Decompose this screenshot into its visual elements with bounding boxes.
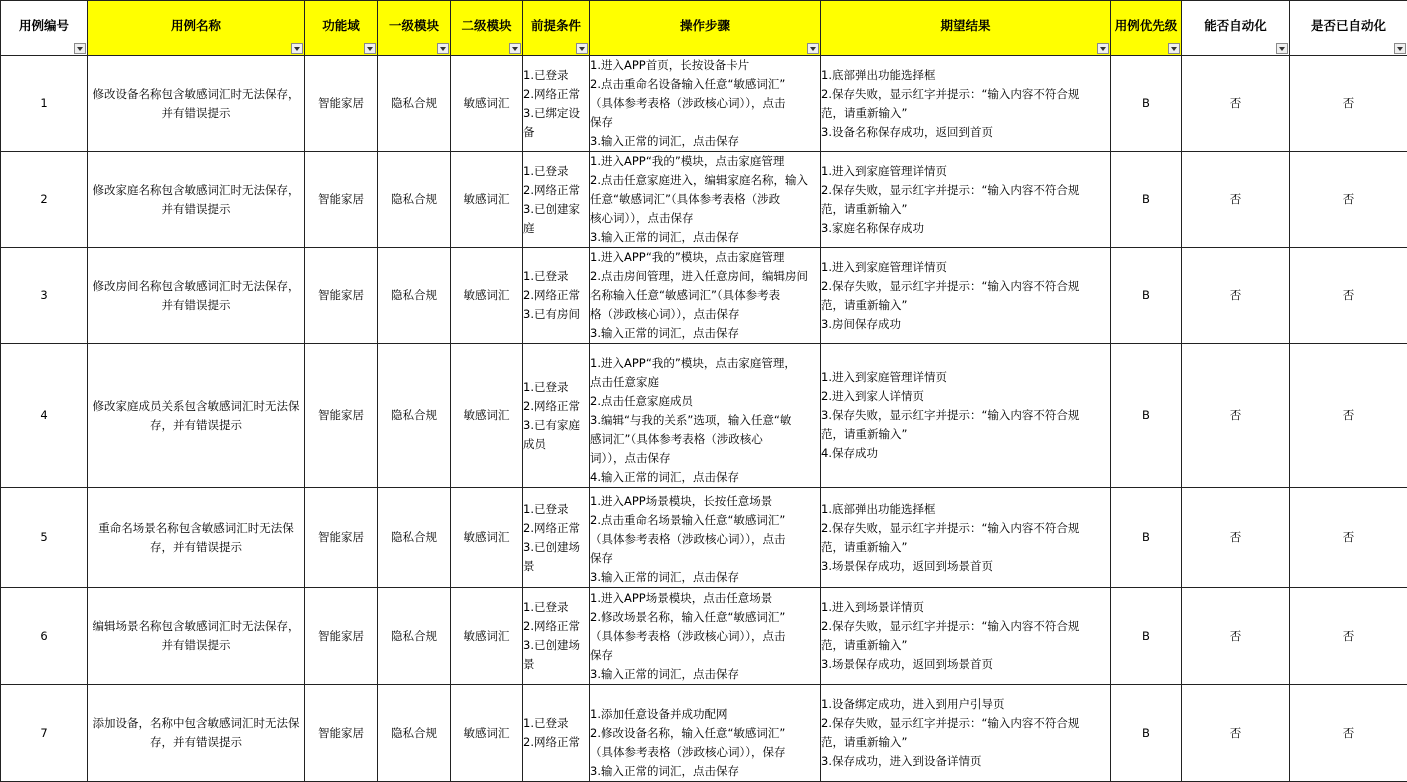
precondition-line: 2.网络正常 <box>523 181 589 200</box>
cell-steps[interactable] <box>590 152 821 248</box>
expected-line: 1.设备绑定成功，进入到用户引导页 <box>821 695 1110 714</box>
step-line: 1.进入APP“我的”模块，点击家庭管理， <box>590 354 820 373</box>
expected-lines <box>821 488 1110 587</box>
step-line: 2.点击房间管理，进入任意房间，编辑房间 <box>590 267 820 286</box>
precondition-lines <box>523 56 589 151</box>
filter-dropdown-icon[interactable] <box>437 43 449 54</box>
step-line: 词）），点击保存 <box>590 449 820 468</box>
expected-line: 3.设备名称保存成功，返回到首页 <box>821 123 1110 142</box>
table-row <box>1 685 1407 782</box>
precondition-line: 备 <box>523 123 589 142</box>
cell-module2[interactable]: 敏感词汇 <box>451 248 523 344</box>
cell-module2[interactable]: 敏感词汇 <box>451 488 523 588</box>
header-label: 期望结果 <box>821 18 1110 34</box>
cell-steps[interactable] <box>590 588 821 685</box>
expected-line: 2.保存失败，显示红字并提示：“输入内容不符合规 <box>821 714 1110 733</box>
cell-precondition[interactable] <box>523 488 590 588</box>
cell-precondition[interactable] <box>523 56 590 152</box>
cell-automatable[interactable]: 否 <box>1182 344 1290 488</box>
precondition-line: 3.已绑定设 <box>523 104 589 123</box>
step-line: 3.输入正常的词汇，点击保存 <box>590 324 820 343</box>
header-module2[interactable] <box>451 1 523 56</box>
cell-expected[interactable] <box>821 588 1111 685</box>
cell-automated[interactable]: 否 <box>1290 248 1407 344</box>
precondition-line: 1.已登录 <box>523 500 589 519</box>
cell-case-id[interactable]: 5 <box>1 488 88 588</box>
step-lines <box>590 248 820 343</box>
cell-expected[interactable] <box>821 152 1111 248</box>
cell-priority[interactable]: B <box>1111 248 1182 344</box>
precondition-lines <box>523 248 589 343</box>
precondition-line: 3.已有房间 <box>523 305 589 324</box>
cell-case-name[interactable]: 添加设备，名称中包含敏感词汇时无法保存，并有错误提示 <box>88 685 305 782</box>
step-line: 保存 <box>590 549 820 568</box>
cell-priority[interactable]: B <box>1111 152 1182 248</box>
expected-line: 3.保存成功，进入到设备详情页 <box>821 752 1110 771</box>
expected-lines <box>821 588 1110 684</box>
cell-automatable[interactable]: 否 <box>1182 588 1290 685</box>
step-line: 1.进入APP“我的”模块，点击家庭管理 <box>590 248 820 267</box>
cell-expected[interactable] <box>821 56 1111 152</box>
expected-line: 2.保存失败，显示红字并提示：“输入内容不符合规 <box>821 85 1110 104</box>
cell-priority[interactable]: B <box>1111 588 1182 685</box>
expected-line: 范，请重新输入” <box>821 200 1110 219</box>
expected-line: 1.底部弹出功能选择框 <box>821 500 1110 519</box>
filter-dropdown-icon[interactable] <box>1168 43 1180 54</box>
precondition-lines <box>523 685 589 781</box>
header-row <box>1 1 1407 56</box>
expected-line: 1.进入到家庭管理详情页 <box>821 258 1110 277</box>
step-line: 2.修改场景名称，输入任意“敏感词汇” <box>590 608 820 627</box>
step-line: （具体参考表格（涉政核心词）），点击 <box>590 530 820 549</box>
cell-priority[interactable]: B <box>1111 488 1182 588</box>
precondition-lines <box>523 488 589 587</box>
table-row <box>1 56 1407 152</box>
cell-module1[interactable]: 隐私合规 <box>378 488 451 588</box>
precondition-line: 2.网络正常 <box>523 733 589 752</box>
cell-case-id[interactable]: 4 <box>1 344 88 488</box>
cell-case-name[interactable]: 修改家庭名称包含敏感词汇时无法保存，并有错误提示 <box>88 152 305 248</box>
expected-lines <box>821 56 1110 151</box>
step-lines <box>590 488 820 587</box>
cell-priority[interactable]: B <box>1111 56 1182 152</box>
cell-case-name[interactable]: 重命名场景名称包含敏感词汇时无法保存，并有错误提示 <box>88 488 305 588</box>
step-lines <box>590 152 820 247</box>
cell-precondition[interactable] <box>523 588 590 685</box>
cell-module1[interactable]: 隐私合规 <box>378 685 451 782</box>
header-case-id[interactable] <box>1 1 88 56</box>
expected-lines <box>821 152 1110 247</box>
header-label: 用例编号 <box>1 18 87 34</box>
cell-module1[interactable]: 隐私合规 <box>378 152 451 248</box>
step-line: 1.进入APP场景模块，长按任意场景 <box>590 492 820 511</box>
cell-case-id[interactable]: 3 <box>1 248 88 344</box>
cell-module2[interactable]: 敏感词汇 <box>451 152 523 248</box>
header-label: 操作步骤 <box>590 18 820 34</box>
table-row <box>1 152 1407 248</box>
step-line: 2.点击任意家庭成员 <box>590 392 820 411</box>
step-line: 3.输入正常的词汇，点击保存 <box>590 762 820 781</box>
header-automatable[interactable] <box>1182 1 1290 56</box>
precondition-line: 3.已创建场 <box>523 538 589 557</box>
header-precondition[interactable] <box>523 1 590 56</box>
cell-domain[interactable]: 智能家居 <box>305 152 378 248</box>
precondition-line: 1.已登录 <box>523 162 589 181</box>
cell-case-id[interactable]: 7 <box>1 685 88 782</box>
expected-line: 1.底部弹出功能选择框 <box>821 66 1110 85</box>
precondition-line: 2.网络正常 <box>523 519 589 538</box>
expected-lines <box>821 344 1110 487</box>
header-automated[interactable] <box>1290 1 1407 56</box>
cell-steps[interactable] <box>590 248 821 344</box>
expected-line: 范，请重新输入” <box>821 733 1110 752</box>
header-label: 二级模块 <box>451 18 522 34</box>
header-label: 能否自动化 <box>1182 18 1289 34</box>
cell-automated[interactable]: 否 <box>1290 488 1407 588</box>
cell-domain[interactable]: 智能家居 <box>305 344 378 488</box>
cell-automated[interactable]: 否 <box>1290 588 1407 685</box>
precondition-line: 1.已登录 <box>523 378 589 397</box>
filter-dropdown-icon[interactable] <box>1097 43 1109 54</box>
precondition-line: 1.已登录 <box>523 66 589 85</box>
cell-case-name[interactable]: 编辑场景名称包含敏感词汇时无法保存，并有错误提示 <box>88 588 305 685</box>
precondition-line: 景 <box>523 655 589 674</box>
header-label: 是否已自动化 <box>1290 18 1407 34</box>
expected-line: 4.保存成功 <box>821 444 1110 463</box>
cell-module2[interactable]: 敏感词汇 <box>451 685 523 782</box>
step-line: 2.点击重命名场景输入任意“敏感词汇” <box>590 511 820 530</box>
step-lines <box>590 344 820 487</box>
expected-line: 2.保存失败，显示红字并提示：“输入内容不符合规 <box>821 181 1110 200</box>
header-steps[interactable] <box>590 1 821 56</box>
cell-steps[interactable] <box>590 488 821 588</box>
expected-line: 2.保存失败，显示红字并提示：“输入内容不符合规 <box>821 519 1110 538</box>
cell-case-name[interactable]: 修改设备名称包含敏感词汇时无法保存，并有错误提示 <box>88 56 305 152</box>
cell-expected[interactable] <box>821 344 1111 488</box>
expected-line: 3.保存失败，显示红字并提示：“输入内容不符合规 <box>821 406 1110 425</box>
cell-steps[interactable] <box>590 344 821 488</box>
precondition-line: 2.网络正常 <box>523 617 589 636</box>
precondition-line: 1.已登录 <box>523 267 589 286</box>
cell-automatable[interactable]: 否 <box>1182 685 1290 782</box>
step-lines <box>590 588 820 684</box>
expected-line: 2.保存失败，显示红字并提示：“输入内容不符合规 <box>821 617 1110 636</box>
filter-dropdown-icon[interactable] <box>1394 43 1406 54</box>
step-line: 2.点击任意家庭进入，编辑家庭名称，输入 <box>590 171 820 190</box>
expected-line: 范，请重新输入” <box>821 425 1110 444</box>
precondition-lines <box>523 152 589 247</box>
precondition-line: 1.已登录 <box>523 598 589 617</box>
filter-dropdown-icon[interactable] <box>509 43 521 54</box>
step-line: 核心词）），点击保存 <box>590 209 820 228</box>
cell-automated[interactable]: 否 <box>1290 344 1407 488</box>
step-line: 2.点击重命名设备输入任意“敏感词汇” <box>590 75 820 94</box>
cell-precondition[interactable] <box>523 344 590 488</box>
table-row <box>1 344 1407 488</box>
step-line: 任意“敏感词汇”（具体参考表格（涉政 <box>590 190 820 209</box>
cell-case-id[interactable]: 1 <box>1 56 88 152</box>
header-domain[interactable] <box>305 1 378 56</box>
precondition-line: 2.网络正常 <box>523 397 589 416</box>
expected-line: 范，请重新输入” <box>821 296 1110 315</box>
expected-line: 3.场景保存成功，返回到场景首页 <box>821 557 1110 576</box>
step-line: 3.编辑“与我的关系”选项，输入任意“敏 <box>590 411 820 430</box>
step-line: （具体参考表格（涉政核心词）），点击 <box>590 94 820 113</box>
expected-line: 范，请重新输入” <box>821 104 1110 123</box>
cell-expected[interactable] <box>821 248 1111 344</box>
table-row <box>1 588 1407 685</box>
cell-automatable[interactable]: 否 <box>1182 152 1290 248</box>
cell-module1[interactable]: 隐私合规 <box>378 588 451 685</box>
step-line: 格（涉政核心词）），点击保存 <box>590 305 820 324</box>
expected-line: 2.保存失败，显示红字并提示：“输入内容不符合规 <box>821 277 1110 296</box>
header-module1[interactable] <box>378 1 451 56</box>
precondition-line: 2.网络正常 <box>523 85 589 104</box>
cell-expected[interactable] <box>821 685 1111 782</box>
precondition-lines <box>523 344 589 487</box>
header-label: 前提条件 <box>523 18 589 34</box>
step-line: 保存 <box>590 646 820 665</box>
filter-dropdown-icon[interactable] <box>74 43 86 54</box>
step-lines <box>590 56 820 151</box>
precondition-line: 3.已创建场 <box>523 636 589 655</box>
filter-dropdown-icon[interactable] <box>807 43 819 54</box>
filter-dropdown-icon[interactable] <box>364 43 376 54</box>
cell-domain[interactable]: 智能家居 <box>305 488 378 588</box>
cell-domain[interactable]: 智能家居 <box>305 248 378 344</box>
precondition-line: 3.已创建家 <box>523 200 589 219</box>
expected-line: 3.房间保存成功 <box>821 315 1110 334</box>
step-line: 3.输入正常的词汇，点击保存 <box>590 228 820 247</box>
step-line: 感词汇”（具体参考表格（涉政核心 <box>590 430 820 449</box>
step-line: 3.输入正常的词汇，点击保存 <box>590 568 820 587</box>
step-line: 1.进入APP“我的”模块，点击家庭管理 <box>590 152 820 171</box>
cell-steps[interactable] <box>590 685 821 782</box>
expected-line: 3.家庭名称保存成功 <box>821 219 1110 238</box>
cell-module1[interactable]: 隐私合规 <box>378 344 451 488</box>
step-line: 1.进入APP首页，长按设备卡片 <box>590 56 820 75</box>
cell-module2[interactable]: 敏感词汇 <box>451 344 523 488</box>
precondition-line: 成员 <box>523 435 589 454</box>
filter-dropdown-icon[interactable] <box>1276 43 1288 54</box>
cell-module2[interactable]: 敏感词汇 <box>451 56 523 152</box>
precondition-lines <box>523 588 589 684</box>
step-line: 名称输入任意“敏感词汇”（具体参考表 <box>590 286 820 305</box>
cell-module2[interactable]: 敏感词汇 <box>451 588 523 685</box>
header-case-name[interactable] <box>88 1 305 56</box>
table-row <box>1 248 1407 344</box>
expected-line: 3.场景保存成功，返回到场景首页 <box>821 655 1110 674</box>
expected-line: 1.进入到场景详情页 <box>821 598 1110 617</box>
step-line: 1.进入APP场景模块，点击任意场景 <box>590 589 820 608</box>
cell-domain[interactable]: 智能家居 <box>305 685 378 782</box>
header-label: 用例名称 <box>88 18 304 34</box>
precondition-line: 1.已登录 <box>523 714 589 733</box>
cell-case-name[interactable]: 修改家庭成员关系包含敏感词汇时无法保存，并有错误提示 <box>88 344 305 488</box>
cell-automatable[interactable]: 否 <box>1182 488 1290 588</box>
precondition-line: 庭 <box>523 219 589 238</box>
cell-precondition[interactable] <box>523 248 590 344</box>
precondition-line: 3.已有家庭 <box>523 416 589 435</box>
expected-line: 1.进入到家庭管理详情页 <box>821 162 1110 181</box>
header-label: 功能域 <box>305 18 377 34</box>
step-lines <box>590 685 820 781</box>
header-label: 用例优先级 <box>1111 18 1181 34</box>
expected-lines <box>821 248 1110 343</box>
header-expected[interactable] <box>821 1 1111 56</box>
cell-automated[interactable]: 否 <box>1290 685 1407 782</box>
cell-domain[interactable]: 智能家居 <box>305 588 378 685</box>
cell-module1[interactable]: 隐私合规 <box>378 248 451 344</box>
cell-module1[interactable]: 隐私合规 <box>378 56 451 152</box>
expected-line: 2.进入到家人详情页 <box>821 387 1110 406</box>
step-line: 点击任意家庭 <box>590 373 820 392</box>
cell-case-id[interactable]: 2 <box>1 152 88 248</box>
filter-dropdown-icon[interactable] <box>576 43 588 54</box>
table-row <box>1 488 1407 588</box>
filter-dropdown-icon[interactable] <box>291 43 303 54</box>
cell-precondition[interactable] <box>523 152 590 248</box>
cell-precondition[interactable] <box>523 685 590 782</box>
step-line: 3.输入正常的词汇，点击保存 <box>590 665 820 684</box>
cell-automatable[interactable]: 否 <box>1182 56 1290 152</box>
header-priority[interactable] <box>1111 1 1182 56</box>
cell-case-id[interactable]: 6 <box>1 588 88 685</box>
precondition-line: 景 <box>523 557 589 576</box>
step-line: 保存 <box>590 113 820 132</box>
cell-priority[interactable]: B <box>1111 344 1182 488</box>
step-line: 2.修改设备名称，输入任意“敏感词汇” <box>590 724 820 743</box>
expected-lines <box>821 685 1110 781</box>
cell-expected[interactable] <box>821 488 1111 588</box>
expected-line: 范，请重新输入” <box>821 538 1110 557</box>
step-line: （具体参考表格（涉政核心词）），点击 <box>590 627 820 646</box>
precondition-line: 2.网络正常 <box>523 286 589 305</box>
expected-line: 范，请重新输入” <box>821 636 1110 655</box>
step-line: 1.添加任意设备并成功配网 <box>590 705 820 724</box>
cell-case-name[interactable]: 修改房间名称包含敏感词汇时无法保存，并有错误提示 <box>88 248 305 344</box>
step-line: 3.输入正常的词汇，点击保存 <box>590 132 820 151</box>
step-line: （具体参考表格（涉政核心词）），保存 <box>590 743 820 762</box>
cell-automated[interactable]: 否 <box>1290 56 1407 152</box>
cell-steps[interactable] <box>590 56 821 152</box>
cell-domain[interactable]: 智能家居 <box>305 56 378 152</box>
expected-line: 1.进入到家庭管理详情页 <box>821 368 1110 387</box>
step-line: 4.输入正常的词汇，点击保存 <box>590 468 820 487</box>
cell-automatable[interactable]: 否 <box>1182 248 1290 344</box>
cell-priority[interactable]: B <box>1111 685 1182 782</box>
cell-automated[interactable]: 否 <box>1290 152 1407 248</box>
header-label: 一级模块 <box>378 18 450 34</box>
